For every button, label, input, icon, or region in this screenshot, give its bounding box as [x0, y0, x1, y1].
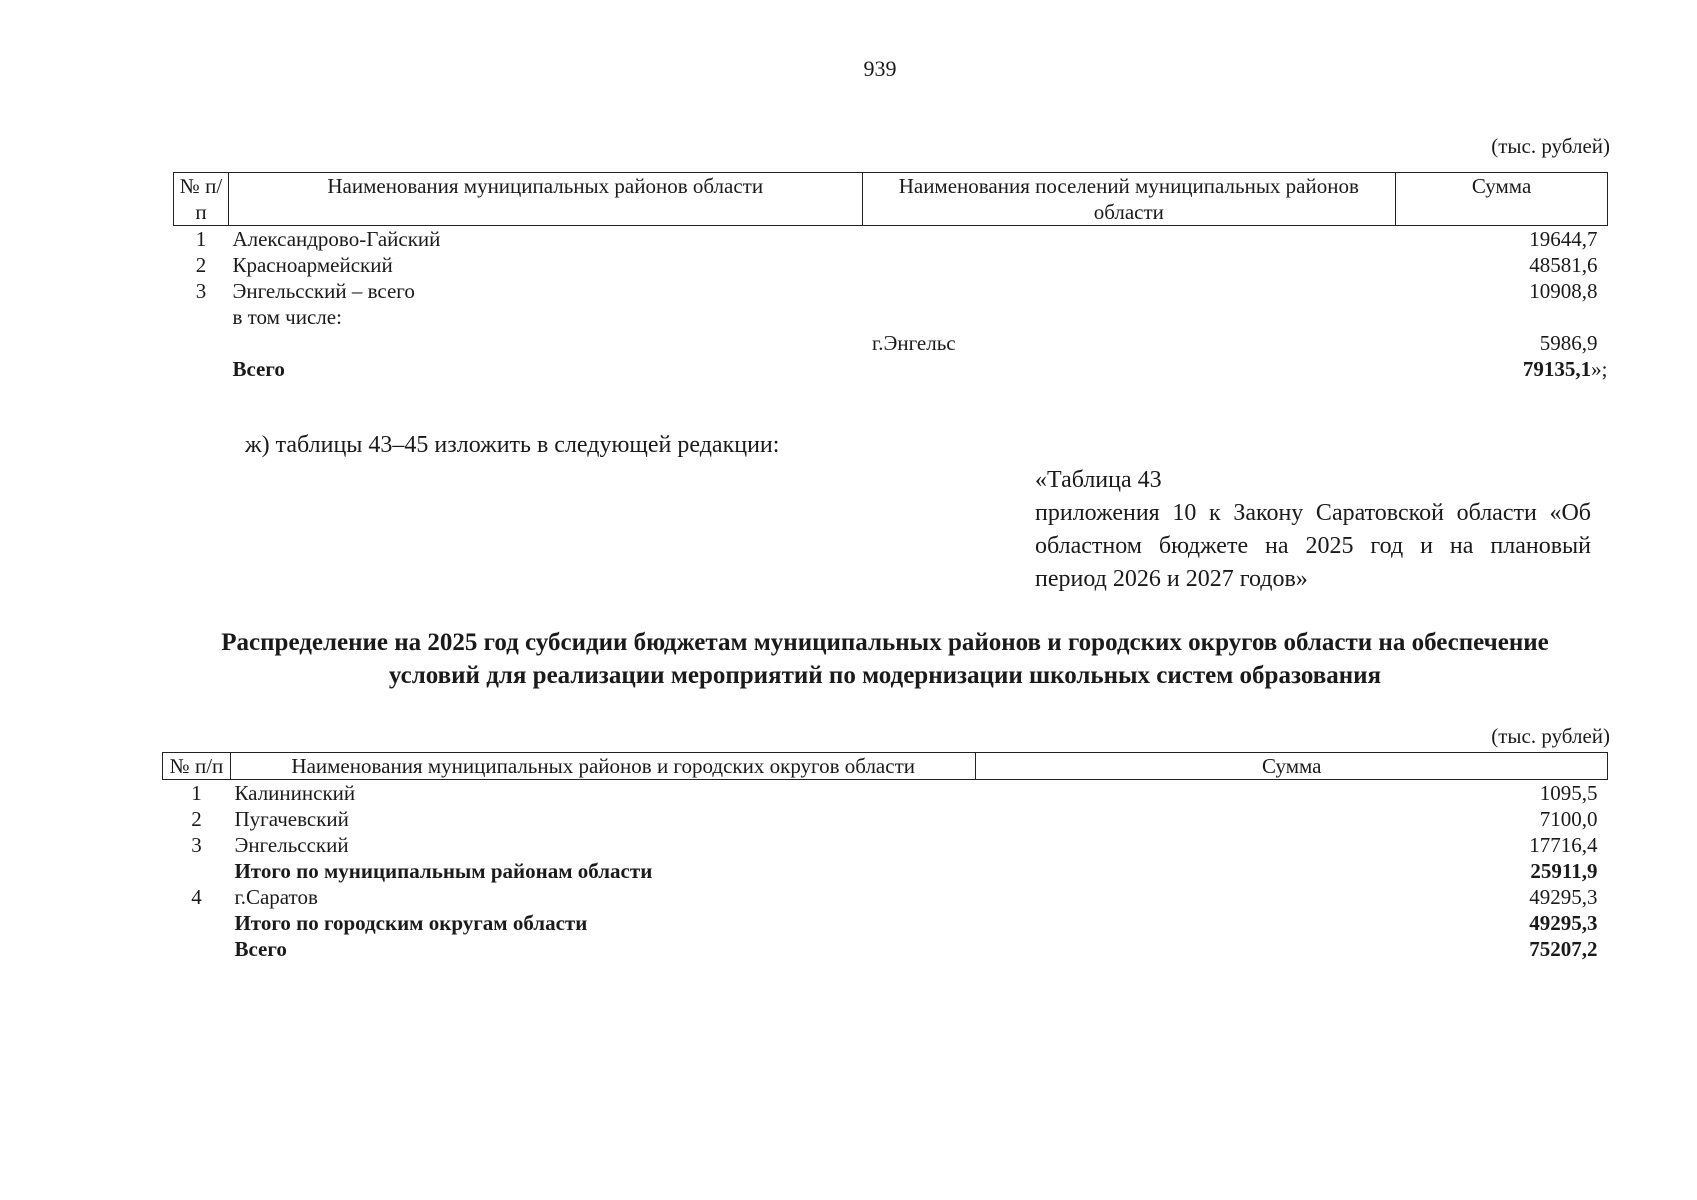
sum-value: 5986,9 [1539, 331, 1598, 355]
row-number: 1 [191, 781, 202, 805]
subtotal-label: Итого по городским округам области [234, 911, 588, 935]
table2-header-name: Наименования муниципальных районов и городских округов области [230, 753, 976, 780]
row-number [174, 330, 229, 356]
table-row [174, 226, 1608, 253]
table-row [174, 304, 1608, 330]
sum-value [1396, 304, 1608, 330]
table-row [163, 780, 1608, 807]
table-row [163, 806, 1608, 832]
table1-unit: (тыс. рублей) [1491, 134, 1610, 158]
district-name [228, 330, 862, 356]
table-row [163, 832, 1608, 858]
table1-header-sum: Сумма [1396, 173, 1608, 226]
district-name: Энгельсский – всего [232, 279, 415, 303]
sum-value: 17716,4 [1529, 833, 1598, 857]
row-number: 3 [191, 833, 202, 857]
district-name: Калининский [234, 781, 356, 805]
total-sum-cell [1396, 356, 1608, 382]
district-name: в том числе: [232, 305, 342, 329]
amendment-paragraph: ж) таблицы 43–45 изложить в следующей редакции: [245, 432, 780, 458]
settlement-name [862, 252, 1396, 278]
table2-header-sum: Сумма [976, 753, 1608, 780]
sum-value: 7100,0 [1539, 807, 1598, 831]
settlement-name [862, 226, 1396, 253]
table2-title-text: Распределение на 2025 год субсидии бюджетам муниципальных районов и городских округов области на обеспечение условий для реализации мероприятий по модернизации школьных систем образования [221, 629, 1549, 689]
table2-header [163, 753, 1608, 780]
total-label: Всего [232, 357, 285, 381]
table-row [174, 252, 1608, 278]
table2-unit: (тыс. рублей) [1491, 724, 1610, 748]
row-number [163, 858, 231, 884]
district-name: Пугачевский [234, 807, 349, 831]
table2-title [0, 626, 1697, 692]
district-name: Александрово-Гайский [232, 227, 441, 251]
row-number: 3 [195, 279, 207, 303]
row-number: 1 [195, 227, 207, 251]
table-row [163, 884, 1608, 910]
settlement-name: г.Энгельс [872, 331, 956, 355]
row-number [174, 304, 229, 330]
table2-header-num: № п/п [163, 753, 231, 780]
page-number: 939 [863, 56, 897, 81]
district-name: Энгельсский [234, 833, 349, 857]
row-number: 2 [191, 807, 202, 831]
table1-header-settlement: Наименования поселений муниципальных районов области [862, 173, 1396, 226]
row-number: 2 [195, 253, 207, 277]
table-caption-text: приложения 10 к Закону Саратовской области «Об областном бюджете на 2025 год и на плановый период 2026 и 2027 годов» [1035, 500, 1591, 592]
total-label: Всего [234, 937, 287, 961]
total-sum: 79135,1 [1522, 357, 1592, 381]
settlement-name [862, 278, 1396, 304]
table-caption [1035, 464, 1591, 596]
table-row [174, 278, 1608, 304]
subtotal-row [163, 858, 1608, 884]
sum-value: 49295,3 [1529, 885, 1598, 909]
subtotal-label: Итого по муниципальным районам области [234, 859, 653, 883]
sum-value: 10908,8 [1529, 279, 1598, 303]
table1 [173, 172, 1608, 382]
sum-value: 48581,6 [1529, 253, 1598, 277]
subtotal-row [163, 910, 1608, 936]
district-name: г.Саратов [234, 885, 318, 909]
table1-header-num: № п/п [174, 173, 229, 226]
table1-total-row [174, 356, 1608, 382]
total-row [163, 936, 1608, 962]
table1-header-district: Наименования муниципальных районов области [228, 173, 862, 226]
settlement-name [862, 304, 1396, 330]
table-caption-line1: «Таблица 43 [1035, 467, 1162, 493]
total-sum: 75207,2 [1529, 937, 1598, 961]
district-name: Красноармейский [232, 253, 393, 277]
sum-value: 19644,7 [1529, 227, 1598, 251]
subtotal-sum: 25911,9 [1530, 859, 1598, 883]
total-suffix: »; [1591, 357, 1608, 381]
row-number [163, 936, 231, 962]
row-number: 4 [191, 885, 202, 909]
sum-value: 1095,5 [1539, 781, 1598, 805]
table2 [162, 752, 1608, 962]
subtotal-sum: 49295,3 [1529, 911, 1598, 935]
table-row [174, 330, 1608, 356]
table1-header [174, 173, 1608, 226]
row-number [163, 910, 231, 936]
